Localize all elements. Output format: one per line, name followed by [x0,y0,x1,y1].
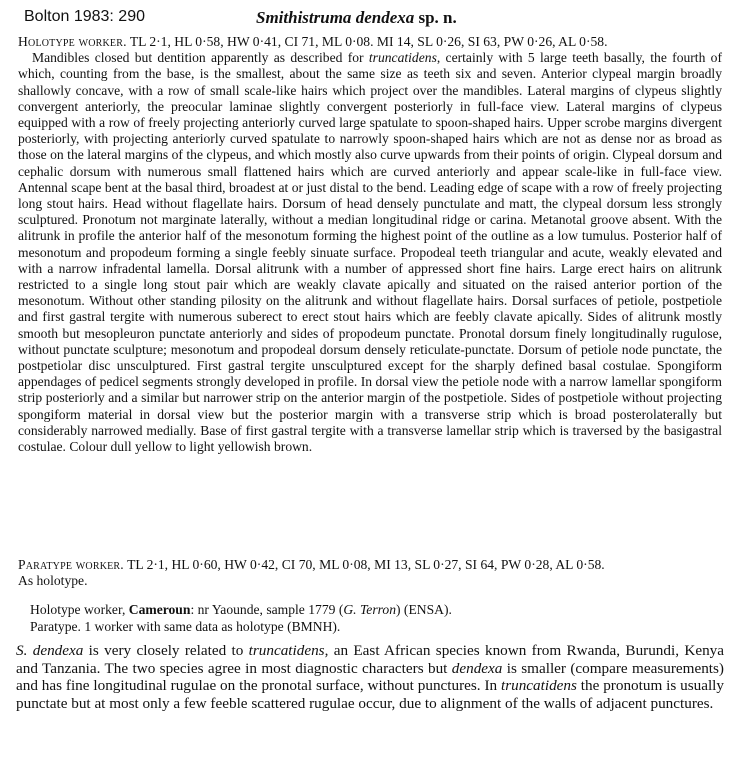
taxon-reference: truncatidens [368,50,437,66]
species-abbreviation: S. dendexa [16,642,84,659]
description-text-continued: , certainly with 5 large teeth basally, the fourth of which, counting from the base, is the smallest, about the same size as teeth six and seven. Anterior clypeal margin broadly shallowly concave, with a row of small scale-like hairs which project over the mandibles. Lateral margins of clypeus slightly convergent anteriorly, the preocular laminae slightly convergent posteriorly in full-face view. Lateral margins of clypeus equipped with a row of freely projecting anteriorly curved large spatulate to spoon-shaped hairs. Upper scrobe margins divergent posteriorly, with projecting anteriorly curved spatulate to narrowly spoon-shaped hairs which are not as dense nor as broad as those on the lateral margins of the clypeus, and which mostly also curve upwards from their points of origin. Clypeal dorsum and cephalic dorsum with numerous small flattened hairs which are curved anteriorly and appear scale-like in full-face view. Antennal scape bent at the basal third, broadest at or just distal to the bend. Leading edge of scape with a row of freely projecting long stout hairs. Head without flagellate hairs. Dorsum of head densely punctulate and matt, the clypeal dorsum less strongly sculptured. Pronotum not marginate laterally, without a median longitudinal ridge or carina. Metanotal groove absent. With the alitrunk in profile the anterior half of the mesonotum forming the highest point of the outline as a low tumulus. Posterior half of mesonotum and propodeum forming a single feebly sinuate surface. Propodeal teeth triangular and acute, weakly elevated and with a narrow infradental lamella. Dorsal alitrunk with a number of appressed short fine hairs. Large erect hairs on alitrunk restricted to a single long stout pair which are weakly clavate apically and situated on the raised anterior portion of the mesonotum. Without other standing pilosity on the alitrunk and without flagellate hairs. Dorsal surfaces of petiole, postpetiole and first gastral tergite with numerous suberect to erect stout hairs which are feebly clavate apically. Sides of alitrunk mostly smooth but mesopleuron punctate anteriorly and sides of propodeum punctate. Pronotal dorsum finely longitudinally rugulose, without punctate sculpture; mesonotum and propodeal dorsum densely reticulate-punctate. Dorsum of petiole node punctate, the postpetiolar disc unsculptured. First gastral tergite unsculptured except for the sharply defined basal costulae. Spongiform appendages of pedicel segments strongly developed in profile. In dorsal view the petiole node with a narrow lamellar spongiform strip posteriorly and a similar but narrower strip on the anterior margin of the postpetiole. Sides of postpetiole without projecting spongiform material in dorsal view but the posterior margin with a transverse strip which is broad posterolaterally but considerably narrowed medially. Base of first gastral tergite with a transverse lamellar strip which is traversed by the basigastral costulae. Colour dull yellow to light yellowish brown. [18,50,723,455]
citation-reference: Bolton 1983: 290 [24,8,145,25]
material-locality: : nr Yaounde, sample 1779 ( [190,602,344,617]
holotype-measurements-line [18,34,722,50]
paratype-material-line: Paratype. 1 worker with same data as holotype (BMNH). [30,619,341,634]
discussion-text: , an East African species known from Rwanda, Burundi, Kenya and Tanzania. The two species agree in most diagnostic characters but [16,642,724,677]
material-examined [30,601,720,635]
paratype-measurements-line [18,557,722,573]
description-text: Mandibles closed but dentition apparently as described for [32,50,364,66]
paratype-description [18,557,722,589]
holotype-label: Holotype worker. [18,34,127,49]
paratype-measurements: TL 2·1, HL 0·60, HW 0·42, CI 70, ML 0·08, MI 13, SL 0·27, SI 64, PW 0·28, AL 0·58. [127,557,605,572]
material-depository: ) (ENSA). [396,602,452,617]
discussion-paragraph [16,642,724,712]
discussion-text: the pronotum is usually punctate but at most only a few feeble scattered rugulae occur, due to alignment of the walls of adjacent punctures. [16,677,724,712]
page-header [24,8,714,32]
country-name: Cameroun [128,602,191,617]
genus-name: Smithistruma [256,8,352,27]
discussion-text: is very closely related to [83,642,249,659]
taxon-reference: dendexa [451,659,503,677]
holotype-material-line [30,601,720,618]
new-species-marker: sp. n. [418,8,457,27]
collector-name: G. Terron [343,602,396,617]
discussion-text: is smaller (compare measurements) and has fine longitudinal rugulae on the pronotal surface, without punctures. In [16,659,724,695]
paratype-label: Paratype worker. [18,557,124,572]
taxon-reference: truncatidens [248,642,325,659]
taxon-reference: truncatidens [500,677,577,695]
holotype-measurements: TL 2·1, HL 0·58, HW 0·41, CI 71, ML 0·08. MI 14, SL 0·26, SI 63, PW 0·26, AL 0·58. [129,34,608,49]
species-epithet: dendexa [355,8,415,27]
paratype-note: As holotype. [18,573,88,589]
holotype-description-paragraph [18,50,722,455]
holotype-description [18,34,722,455]
material-text: Holotype worker, [30,602,126,617]
species-title [256,8,457,28]
